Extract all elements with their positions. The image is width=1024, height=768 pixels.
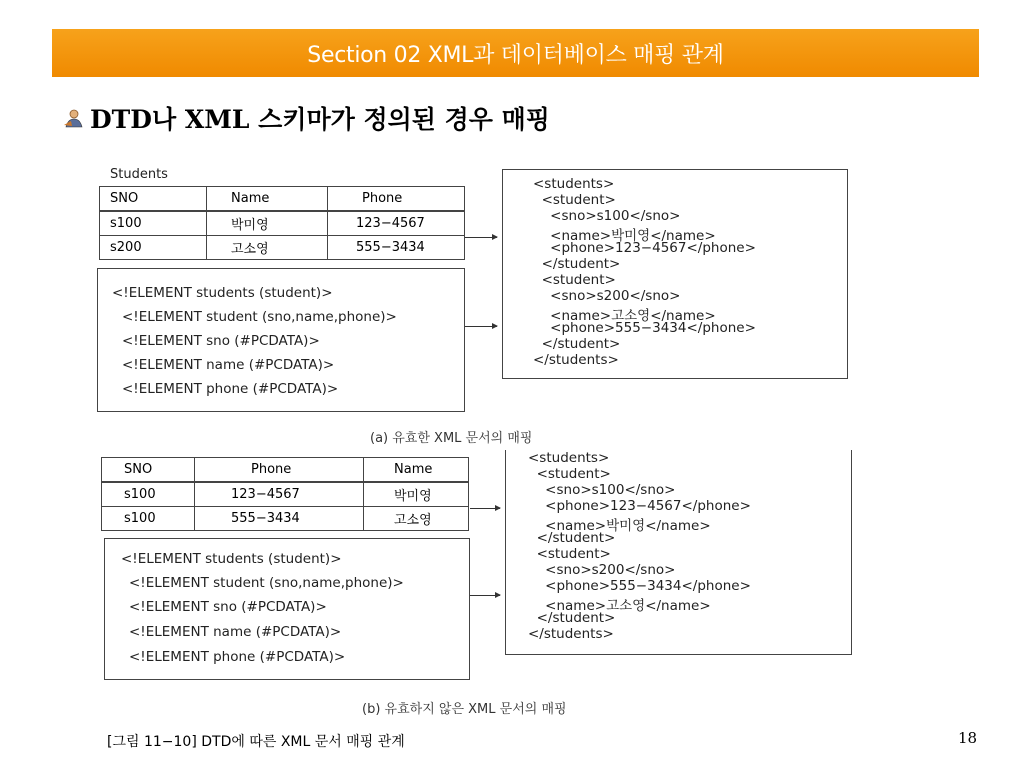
table-cell: 고소영	[207, 236, 328, 260]
dtd-line: <!ELEMENT name (#PCDATA)>	[122, 357, 335, 373]
section-title: Section 02 XML과 데이터베이스 매핑 관계	[307, 42, 724, 68]
table-cell: 박미영	[207, 211, 328, 236]
slide-subtitle	[62, 100, 550, 136]
column-header: Name	[364, 458, 469, 483]
table-title: Students	[110, 167, 168, 182]
dtd-line: <!ELEMENT student (sno,name,phone)>	[122, 309, 397, 325]
xml-line: <student>	[533, 192, 616, 208]
page-number: 18	[958, 729, 978, 747]
dtd-box-a	[97, 268, 465, 412]
xml-box-b	[505, 450, 852, 655]
xml-line: <student>	[528, 466, 611, 482]
table-row	[102, 482, 469, 507]
table-cell: s100	[102, 482, 195, 507]
dtd-line: <!ELEMENT students (student)>	[112, 285, 333, 301]
table-cell: 555−3434	[195, 507, 364, 531]
students-table-a	[99, 186, 465, 260]
figure-b-caption: (b) 유효하지 않은 XML 문서의 매핑	[362, 702, 567, 717]
xml-line: <students>	[528, 450, 610, 466]
mapping-arrow	[470, 508, 500, 509]
dtd-line: <!ELEMENT phone (#PCDATA)>	[122, 381, 339, 397]
mapping-arrow	[470, 595, 500, 596]
column-header: SNO	[102, 458, 195, 483]
dtd-line: <!ELEMENT student (sno,name,phone)>	[129, 575, 404, 591]
students-table-b	[101, 457, 469, 531]
xml-line: <sno>s200</sno>	[528, 562, 676, 578]
dtd-line: <!ELEMENT students (student)>	[121, 551, 342, 567]
xml-line: <name>고소영</name>	[528, 598, 711, 614]
xml-line: </student>	[528, 610, 616, 626]
mapping-arrow	[465, 237, 497, 238]
dtd-line: <!ELEMENT sno (#PCDATA)>	[122, 333, 320, 349]
table-cell: s100	[100, 211, 207, 236]
table-cell: 555−3434	[328, 236, 465, 260]
dtd-line: <!ELEMENT name (#PCDATA)>	[129, 624, 342, 640]
table-cell: s100	[102, 507, 195, 531]
xml-line: <student>	[533, 272, 616, 288]
xml-line: <phone>123−4567</phone>	[528, 498, 751, 514]
column-header: Name	[207, 187, 328, 212]
column-header: SNO	[100, 187, 207, 212]
mapping-arrow	[465, 326, 497, 327]
table-header-row	[100, 187, 465, 212]
xml-line: <sno>s100</sno>	[528, 482, 676, 498]
xml-line: <sno>s100</sno>	[533, 208, 681, 224]
table-cell: 123−4567	[328, 211, 465, 236]
xml-line: </students>	[533, 352, 619, 368]
table-cell: 123−4567	[195, 482, 364, 507]
figure-a-caption: (a) 유효한 XML 문서의 매핑	[370, 431, 533, 446]
subtitle-text: DTD나 XML 스키마가 정의된 경우 매핑	[90, 105, 550, 134]
dtd-line: <!ELEMENT phone (#PCDATA)>	[129, 649, 346, 665]
xml-box-a	[502, 169, 848, 379]
xml-line: <student>	[528, 546, 611, 562]
table-cell: s200	[100, 236, 207, 260]
table-cell: 고소영	[364, 507, 469, 531]
figure-caption: [그림 11−10] DTD에 따른 XML 문서 매핑 관계	[107, 734, 405, 750]
xml-line: <phone>123−4567</phone>	[533, 240, 756, 256]
table-row	[102, 507, 469, 531]
xml-line: </student>	[528, 530, 616, 546]
table-row	[100, 236, 465, 260]
xml-line: <sno>s200</sno>	[533, 288, 681, 304]
table-cell: 박미영	[364, 482, 469, 507]
xml-line: <phone>555−3434</phone>	[533, 320, 756, 336]
xml-line: <name>박미영</name>	[528, 518, 711, 534]
column-header: Phone	[195, 458, 364, 483]
xml-line: </student>	[533, 336, 621, 352]
table-header-row	[102, 458, 469, 483]
xml-line: <name>박미영</name>	[533, 228, 716, 244]
xml-line: <name>고소영</name>	[533, 308, 716, 324]
xml-line: <students>	[533, 176, 615, 192]
section-header	[52, 29, 979, 77]
xml-line: <phone>555−3434</phone>	[528, 578, 751, 594]
person-bullet-icon	[62, 107, 84, 129]
column-header: Phone	[328, 187, 465, 212]
xml-line: </student>	[533, 256, 621, 272]
table-row	[100, 211, 465, 236]
xml-line: </students>	[528, 626, 614, 642]
dtd-line: <!ELEMENT sno (#PCDATA)>	[129, 599, 327, 615]
dtd-box-b	[104, 538, 470, 680]
